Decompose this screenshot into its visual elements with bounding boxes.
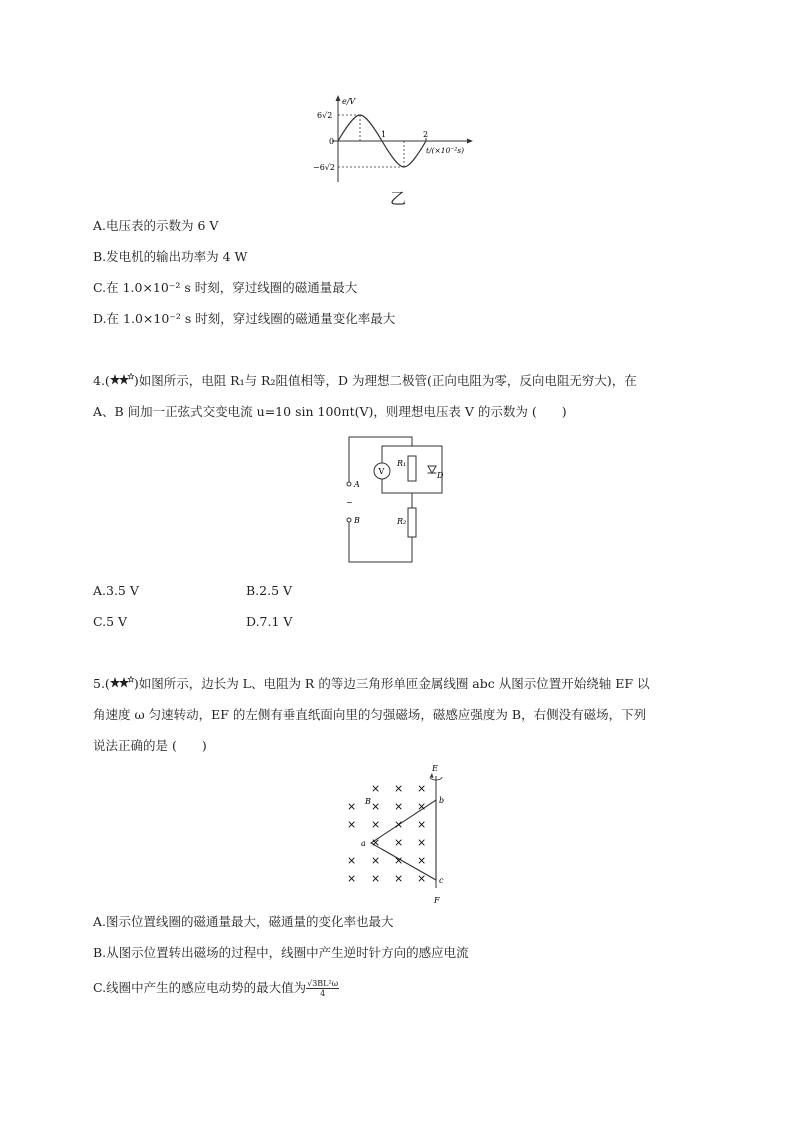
y-zero-label: 0 [329,137,335,146]
q4-stem-text-1: )如图所示，电阻 R₁与 R₂阻值相等，D 为理想二极管(正向电阻为零，反向电阻无穷大)，在 [133,373,637,388]
q4-option-a: A.3.5 V [93,583,139,598]
triangle-coil-abc [371,800,436,880]
diode-icon [428,466,436,473]
y-peak-label: 6√2 [317,111,333,120]
terminal-a [347,482,351,486]
q5-number: 5.( [93,676,110,691]
field-cross: × [371,854,381,867]
q5-stem-line3: 说法正确的是 ( ) [93,738,207,753]
magnetic-field-crosses [347,782,426,885]
fraction-denominator: 4 [320,989,326,998]
q4-option-d: D.7.1 V [246,614,293,629]
field-cross: × [417,818,427,831]
q3-option-a: A.电压表的示数为 6 V [93,218,219,233]
field-cross: × [347,800,357,813]
x-tick-label-2: 2 [423,130,429,139]
x-axis-label: t/(×10⁻²s) [426,146,465,155]
terminal-b [347,518,351,522]
field-cross: × [347,854,357,867]
q4-stem-line1 [93,373,637,389]
label-c: c [439,876,444,885]
field-cross: × [394,854,404,867]
q5-stem-text-1: )如图所示，边长为 L、电阻为 R 的等边三角形单匝金属线圈 abc 从图示位置开始绕轴 EF 以 [133,676,650,691]
diode-circuit-diagram [335,432,460,564]
terminal-a-label: A [354,480,360,489]
field-cross: × [371,836,381,849]
rotating-coil-figure [335,760,465,906]
q5-option-a: A.图示位置线圈的磁通量最大，磁通量的变化率也最大 [93,914,394,929]
field-cross: × [417,854,427,867]
emf-time-graph [300,92,490,187]
q4-option-c: C.5 V [93,614,128,629]
field-cross: × [417,782,427,795]
q3-option-c: C.在 1.0×10⁻² s 时刻，穿过线圈的磁通量最大 [93,280,358,295]
field-cross: × [417,800,427,813]
q4-number: 4.( [93,373,110,388]
figure-label-yi: 乙 [390,189,407,208]
resistor-r1 [408,456,416,481]
y-axis-label: e/V [342,97,356,106]
emf-max-fraction [306,979,339,998]
q5-stem-line2: 角速度 ω 匀速转动，EF 的左侧有垂直纸面向里的匀强磁场，磁感应强度为 B，右侧没有磁场，下列 [93,707,647,722]
diode-label: D [437,471,444,480]
label-b: b [439,796,445,805]
q5-option-c-text: C.线圈中产生的感应电动势的最大值为 [93,980,307,995]
field-cross: × [371,818,381,831]
label-f: F [434,896,440,905]
y-trough-label: −6√2 [313,163,335,172]
q3-option-b: B.发电机的输出功率为 4 W [93,249,248,264]
difficulty-stars-icon [110,373,134,387]
label-e: E [432,764,438,773]
label-field-b: B [365,797,371,806]
field-cross: × [417,836,427,849]
r1-label: R₁ [397,459,407,468]
y-axis-arrow [336,95,341,101]
ac-source-icon: ~ [346,498,353,507]
q5-option-c [93,979,339,998]
x-axis-arrow [467,139,473,144]
field-cross: × [371,800,381,813]
field-cross: × [371,782,381,795]
field-cross: × [394,836,404,849]
q4-option-b: B.2.5 V [246,583,293,598]
wire-bottom [349,524,412,562]
field-cross: × [347,872,357,885]
voltmeter-label: V [378,467,385,476]
label-a: a [361,839,366,848]
q3-option-d: D.在 1.0×10⁻² s 时刻，穿过线圈的磁通量变化率最大 [93,311,396,326]
fraction-numerator: √3BL²ω [307,979,339,988]
field-cross: × [394,800,404,813]
field-cross: × [371,872,381,885]
field-cross: × [417,872,427,885]
r2-label: R₂ [397,517,407,526]
field-cross: × [347,818,357,831]
q5-stem-line1 [93,676,649,692]
q5-option-b: B.从图示位置转出磁场的过程中，线圈中产生逆时针方向的感应电流 [93,945,469,960]
x-tick-label-1: 1 [381,130,387,139]
field-cross: × [394,818,404,831]
resistor-r2 [408,508,416,537]
field-cross: × [394,872,404,885]
difficulty-stars-icon [110,676,134,690]
field-cross: × [394,782,404,795]
terminal-b-label: B [354,516,360,525]
q4-stem-line2: A、B 间加一正弦式交变电流 u=10 sin 100πt(V)，则理想电压表 V 的示数为 ( ) [93,404,567,419]
